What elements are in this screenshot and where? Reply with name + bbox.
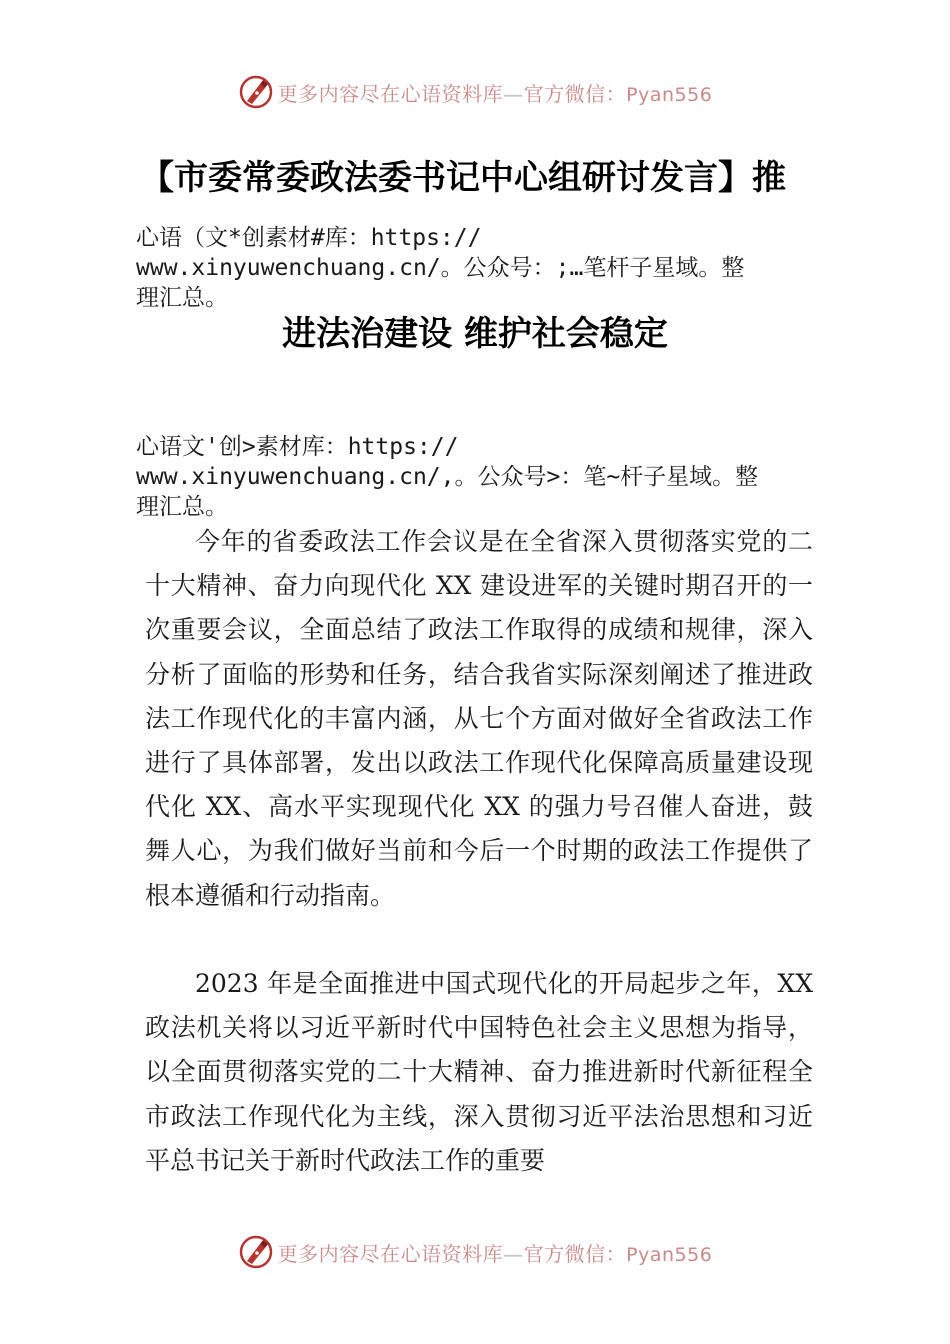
source-note-2 [136, 432, 816, 522]
pen-logo-icon [238, 1234, 274, 1270]
body-paragraph-2: 2023 年是全面推进中国式现代化的开局起步之年，XX 政法机关将以习近平新时代中国特色社会主义思想为指导，以全面贯彻落实党的二十大精神、奋力推进新时代新征程全市政法工作现代化为主线，深入贯彻习近平法治思想和习近平总书记关于新时代政法工作的重要 [145, 969, 813, 1175]
body-paragraph-1: 今年的省委政法工作会议是在全省深入贯彻落实党的二十大精神、奋力向现代化 XX 建设进军的关键时期召开的一次重要会议，全面总结了政法工作取得的成绩和规律，深入分析了面临的形势和任务，结合我省实际深刻阐述了推进政法工作现代化的丰富内涵，从七个方面对做好全省政法工作进行了具体部署，发出以政法工作现代化保障高质量建设现代化 XX、高水平实现现代化 XX 的强力号召催人奋进，鼓舞人心，为我们做好当前和今后一个时期的政法工作提供了根本遵循和行动指南。 [145, 527, 813, 910]
footer-banner [0, 1232, 950, 1272]
header-banner-text: 更多内容尽在心语资料库—官方微信：Pyan556 [277, 81, 713, 106]
source-note-1-text: 心语（文*创素材#库：https:// www.xinyuwenchuang.cn/。公众号：;…笔杆子星域。整 理汇总。 [136, 225, 745, 311]
footer-banner-content [238, 1234, 713, 1270]
header-banner [0, 72, 950, 112]
document-title: 【市委常委政法委书记中心组研讨发言】推 [140, 158, 786, 198]
footer-banner-text: 更多内容尽在心语资料库—官方微信：Pyan556 [277, 1241, 713, 1266]
document-subtitle: 进法治建设 维护社会稳定 [282, 314, 668, 354]
pen-logo-icon [238, 74, 274, 110]
header-banner-content [238, 74, 713, 110]
source-note-1 [136, 223, 816, 313]
source-note-2-text: 心语文'创>素材库：https:// www.xinyuwenchuang.cn/,。公众号>：笔~杆子星域。整 理汇总。 [136, 434, 759, 520]
